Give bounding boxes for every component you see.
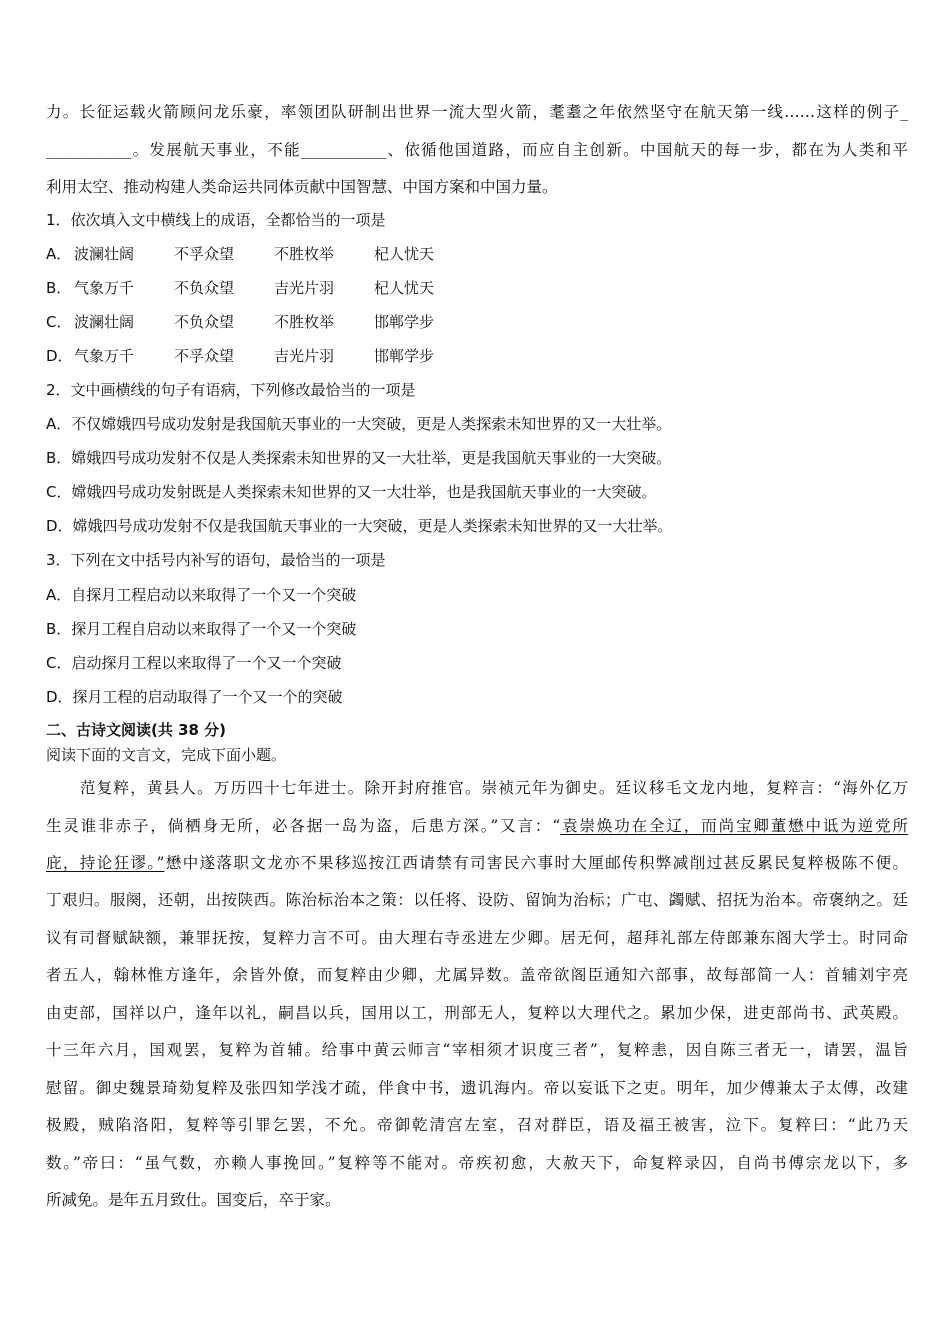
option-word: 气象万千 bbox=[74, 279, 135, 297]
section-heading: 二、古诗文阅读(共 38 分) bbox=[46, 721, 227, 739]
q1-option-b[interactable] bbox=[46, 277, 908, 299]
q1-option-a[interactable] bbox=[46, 243, 908, 265]
option-word: 波澜壮阔 bbox=[74, 313, 135, 331]
classical-line-8: 十三年六月，国观罢，复粹为首辅。给事中黄云师言“宰相须才识度三者”，复粹恚，因自陈三者无一，请罢，温旨 bbox=[46, 1041, 908, 1059]
option-word: 气象万千 bbox=[74, 347, 135, 365]
classical-line-11: 数。”帝曰：“虽气数，亦赖人事挽回。”复粹等不能对。帝疾初愈，大赦天下，命复粹录囚，自尚书傅宗龙以下，多 bbox=[46, 1154, 908, 1172]
option-word: 不负众望 bbox=[174, 313, 235, 331]
option-word: 不负众望 bbox=[174, 279, 235, 297]
option-word: 不胜枚举 bbox=[274, 313, 335, 331]
option-word: 邯郸学步 bbox=[374, 313, 435, 331]
classical-text: 懋中遂落职文龙亦不果移巡按江西请禁有司害民六事时大厘邮传积弊减削过甚反累民复粹极陈不便。 bbox=[164, 854, 908, 872]
option-letter: D． bbox=[46, 347, 73, 365]
classical-line-10: 极殿，贼陷洛阳，复粹等引罪乞罢，不允。帝御乾清宫左室，召对群臣，语及福王被害，泣下。复粹曰：“此乃天 bbox=[46, 1116, 908, 1134]
option-word: 不胜枚举 bbox=[274, 245, 335, 263]
classical-line-12: 所减免。是年五月致仕。国变后，卒于家。 bbox=[46, 1191, 341, 1209]
classical-line-1: 范复粹，黄县人。万历四十七年进士。除开封府推官。崇祯元年为御史。廷议移毛文龙内地，复粹言：“海外亿万 bbox=[80, 779, 908, 797]
q3-option-d[interactable]: D．探月工程的启动取得了一个又一个的突破 bbox=[46, 688, 343, 706]
option-letter: B． bbox=[46, 279, 72, 297]
q2-option-a[interactable]: A．不仅嫦娥四号成功发射是我国航天事业的一大突破，更是人类探索未知世界的又一大壮举。 bbox=[46, 415, 672, 433]
option-word: 吉光片羽 bbox=[274, 279, 335, 297]
q3-option-a[interactable]: A．自探月工程启动以来取得了一个又一个突破 bbox=[46, 586, 357, 604]
q2-option-c[interactable]: C．嫦娥四号成功发射既是人类探索未知世界的又一大壮举，也是我国航天事业的一大突破。 bbox=[46, 483, 657, 501]
classical-line-7: 由吏部，国祥以户，逢年以礼，嗣昌以兵，国用以工，刑部无人，复粹以大理代之。累加少保，进吏部尚书、武英殿。 bbox=[46, 1004, 908, 1022]
q1-option-c[interactable] bbox=[46, 311, 908, 333]
option-letter: C． bbox=[46, 313, 72, 331]
passage-line-2: ___________。发展航天事业，不能___________、依循他国道路，而应自主创新。中国航天的每一步，都在为人类和平 bbox=[46, 141, 908, 159]
underlined-sentence: 庇，持论狂谬。” bbox=[46, 854, 165, 872]
classical-text: 生灵谁非赤子，倘栖身无所，必各据一岛为盗，后患方深。”又言：“ bbox=[46, 817, 561, 835]
option-word: 邯郸学步 bbox=[374, 347, 435, 365]
option-word: 杞人忧天 bbox=[374, 245, 435, 263]
passage-line-1: 力。长征运载火箭顾问龙乐豪，率领团队研制出世界一流大型火箭，耄耋之年依然坚守在航天第一线……这样的例子_ bbox=[46, 103, 908, 121]
underlined-sentence: 袁崇焕功在全辽，而尚宝卿董懋中诋为逆党所 bbox=[560, 817, 908, 835]
q1-option-d[interactable] bbox=[46, 345, 908, 367]
option-word: 不孚众望 bbox=[174, 347, 235, 365]
classical-line-3 bbox=[46, 852, 908, 874]
passage-line-3: 利用太空、推动构建人类命运共同体贡献中国智慧、中国方案和中国力量。 bbox=[46, 178, 558, 196]
classical-line-6: 者五人，翰林惟方逢年，余皆外僚，而复粹由少卿，尤属异数。盖帝欲阁臣通知六部事，故每部简一人：首辅刘宇亮 bbox=[46, 966, 908, 984]
option-word: 不孚众望 bbox=[174, 245, 235, 263]
classical-line-9: 慰留。御史魏景琦劾复粹及张四知学浅才疏，伴食中书，遗讥海内。帝以妄诋下之吏。明年，加少傅兼太子太傅，改建 bbox=[46, 1079, 908, 1097]
q2-option-b[interactable]: B．嫦娥四号成功发射不仅是人类探索未知世界的又一大壮举，更是我国航天事业的一大突破。 bbox=[46, 449, 672, 467]
section-instruction: 阅读下面的文言文，完成下面小题。 bbox=[46, 746, 287, 764]
q3-option-b[interactable]: B．探月工程自启动以来取得了一个又一个突破 bbox=[46, 620, 357, 638]
option-word: 杞人忧天 bbox=[374, 279, 435, 297]
classical-line-2 bbox=[46, 815, 908, 837]
classical-line-5: 议有司督赋缺额，兼罪抚按，复粹力言不可。由大理右寺丞进左少卿。居无何，超拜礼部左侍郎兼东阁大学士。时同命 bbox=[46, 929, 908, 947]
question-2-stem: 2．文中画横线的句子有语病，下列修改最恰当的一项是 bbox=[46, 381, 416, 399]
q2-option-d[interactable]: D．嫦娥四号成功发射不仅是我国航天事业的一大突破，更是人类探索未知世界的又一大壮举。 bbox=[46, 517, 673, 535]
q3-option-c[interactable]: C．启动探月工程以来取得了一个又一个突破 bbox=[46, 654, 342, 672]
question-1-stem: 1．依次填入文中横线上的成语，全都恰当的一项是 bbox=[46, 211, 386, 229]
option-letter: A． bbox=[46, 245, 72, 263]
classical-line-4: 丁艰归。服阕，还朝，出按陕西。陈治标治本之策：以任将、设防、留饷为治标；广屯、蠲赋、招抚为治本。帝褒纳之。廷 bbox=[46, 891, 908, 909]
option-word: 吉光片羽 bbox=[274, 347, 335, 365]
question-3-stem: 3．下列在文中括号内补写的语句，最恰当的一项是 bbox=[46, 551, 386, 569]
option-word: 波澜壮阔 bbox=[74, 245, 135, 263]
